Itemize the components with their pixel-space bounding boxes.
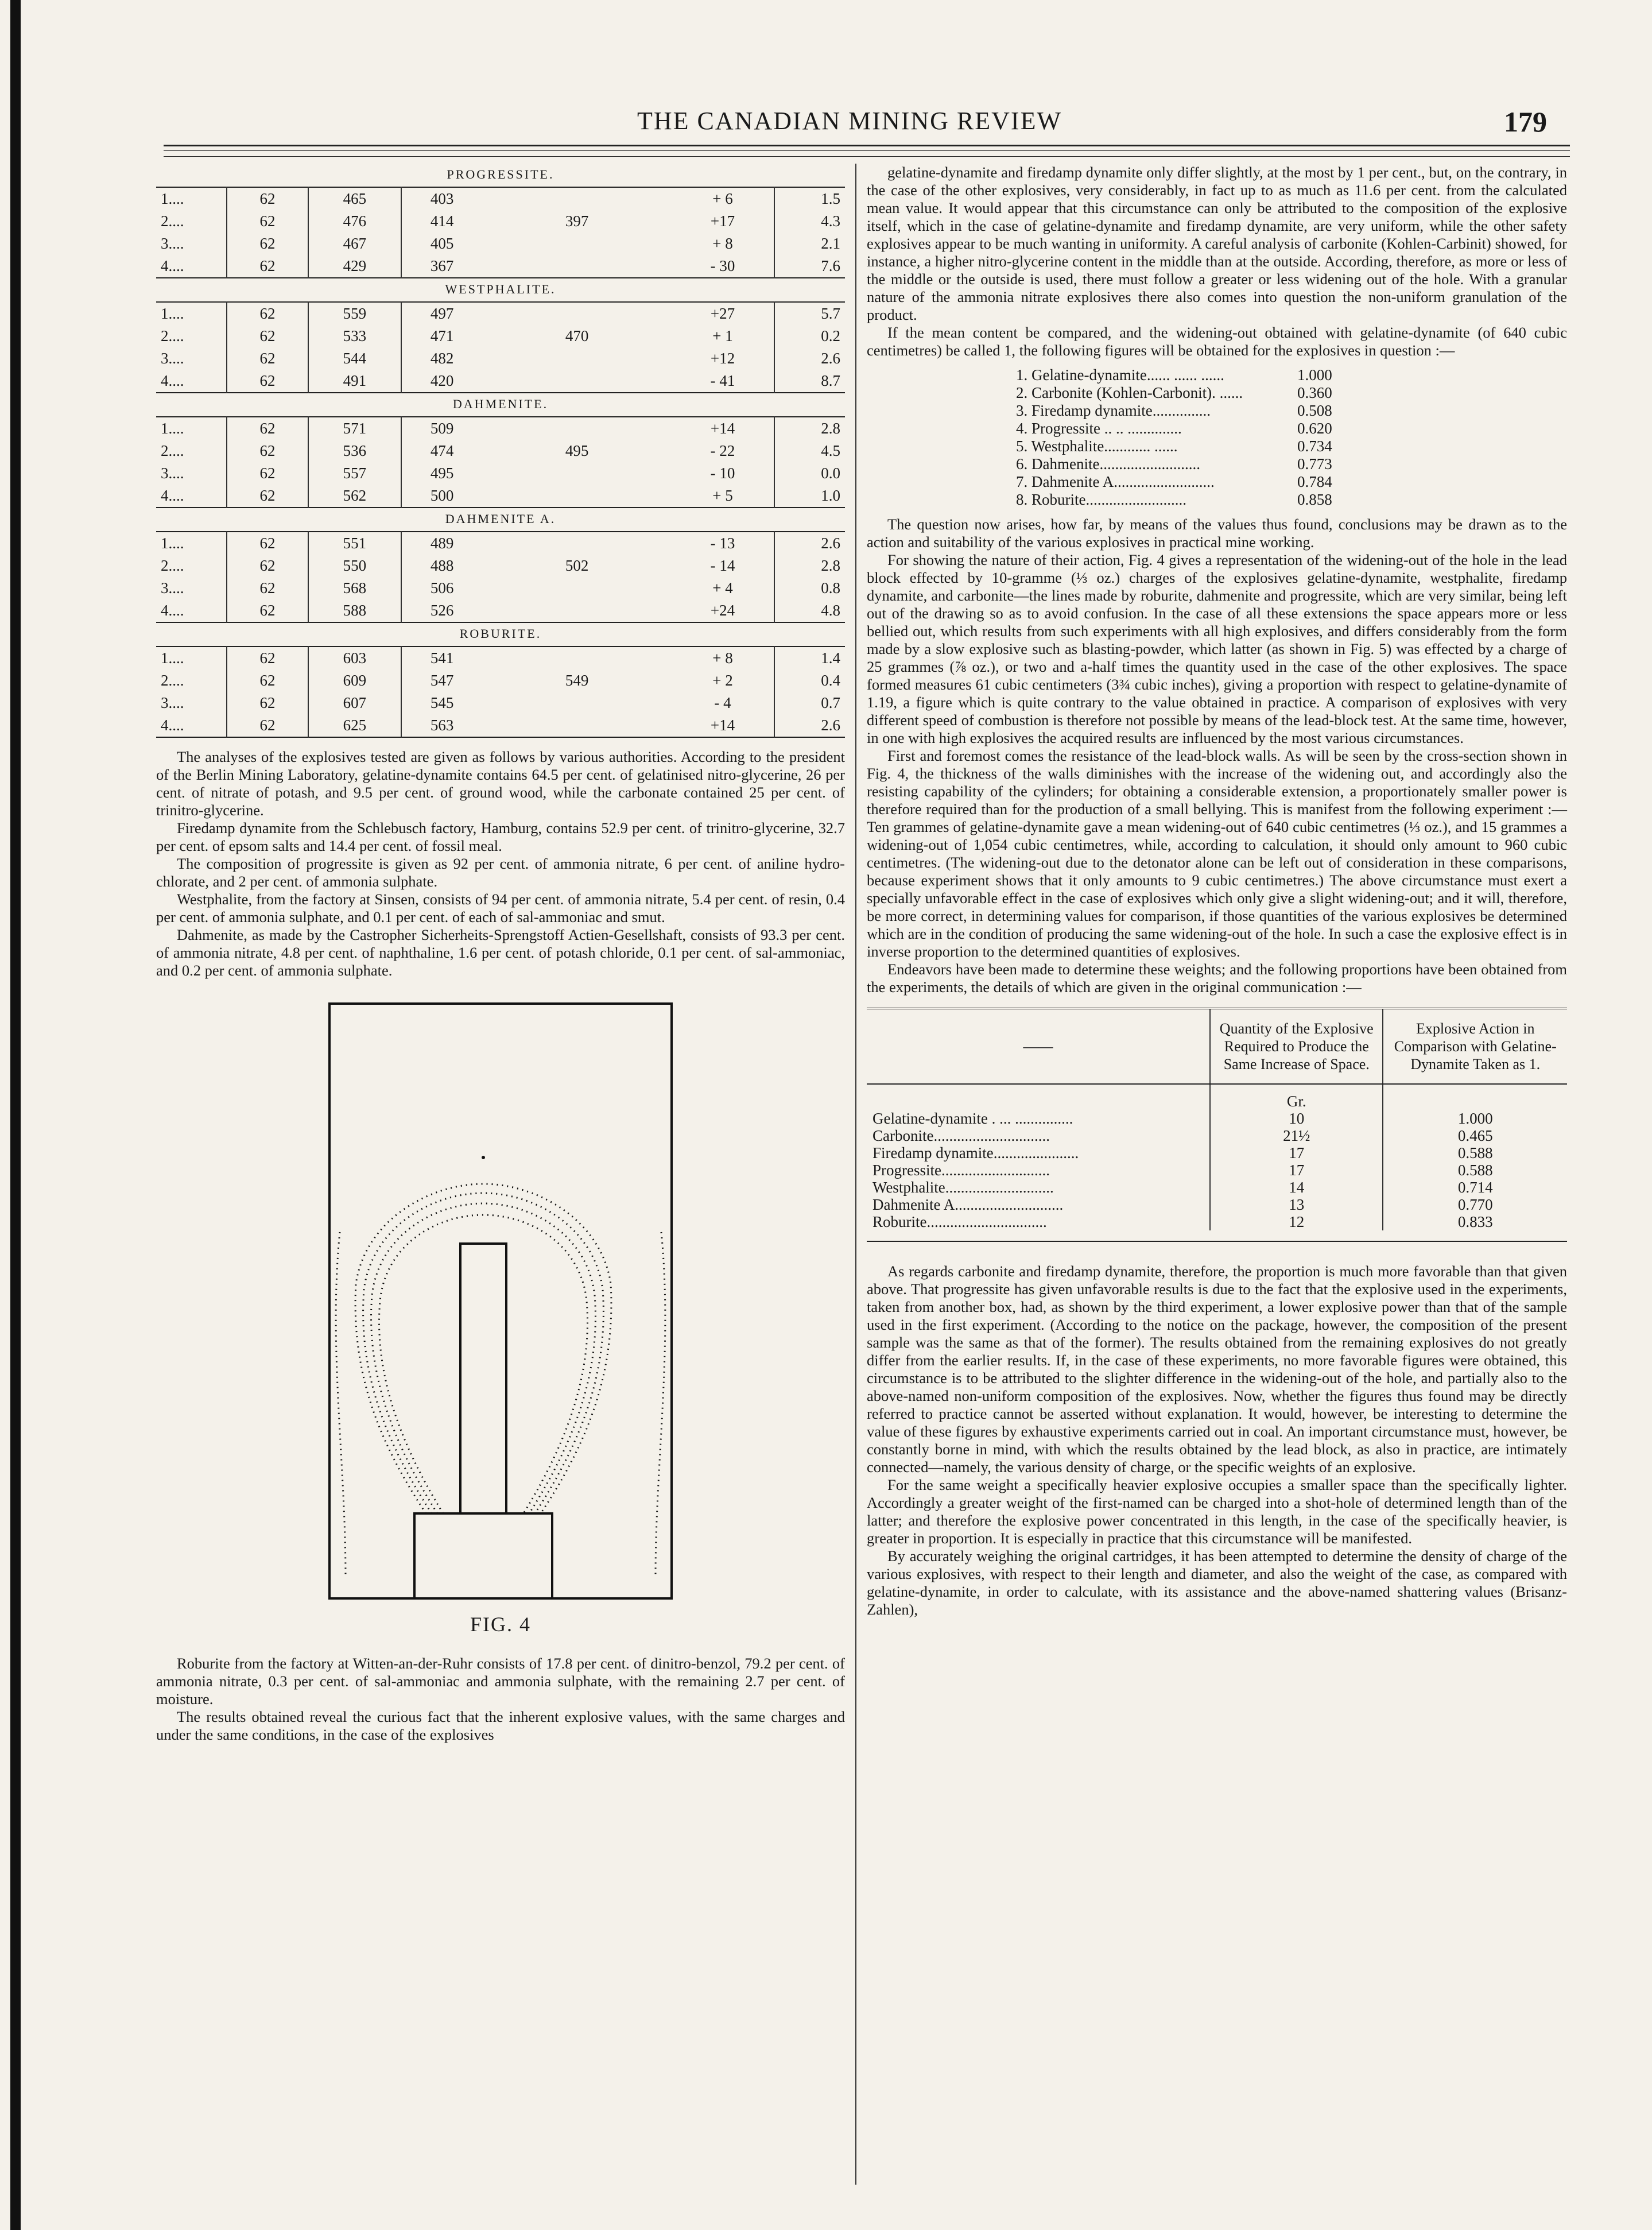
mean-cell bbox=[482, 233, 671, 255]
results-tables bbox=[156, 167, 845, 738]
mean-cell bbox=[482, 187, 671, 210]
paragraph: The analyses of the explosives tested are given as follows by various authorities. According to the president of the Berlin Mining Laboratory, gelatine-dynamite contains 64.5 per cent. of gelatinised nitro-glycerine, 26 per cent. of nitrate of potash, and 9.5 per cent. of ground wood, while the carbonate contained 25 per cent. of trinitro-glycerine. bbox=[156, 748, 845, 819]
explosive-name: Progressite............................ bbox=[872, 1162, 1050, 1179]
paragraph: The question now arises, how far, by means of the values thus found, conclusions may be drawn as to the action and suitability of the various explosives in practical mine working. bbox=[867, 516, 1567, 551]
mean-value: 495 bbox=[565, 442, 589, 459]
ratio-value: 0.773 bbox=[1297, 455, 1332, 473]
table-cell: 367 bbox=[401, 255, 483, 278]
ratio-item bbox=[1016, 366, 1360, 384]
table-cell: 3.... bbox=[161, 235, 184, 252]
table-row bbox=[156, 210, 845, 233]
table-cell: 62 bbox=[227, 417, 308, 440]
table-row bbox=[867, 1213, 1567, 1230]
paragraph: By accurately weighing the original cartridges, it has been attempted to determine the density of charge of the various explosives, with respect to their length and diameter, and also the weight of the case, as compared with gelatine-dynamite, in order to calculate, with its assistance and the above-named shattering values (Brisanz-Zahlen), bbox=[867, 1547, 1567, 1618]
table-cell: - 4 bbox=[672, 692, 775, 714]
table-cell: 3.... bbox=[161, 350, 184, 367]
action-value: 0.770 bbox=[1383, 1196, 1567, 1213]
explosive-name: Roburite............................... bbox=[872, 1213, 1047, 1230]
action-value: 1.000 bbox=[1383, 1110, 1567, 1127]
table-block bbox=[156, 167, 845, 278]
analyses-text bbox=[156, 748, 845, 980]
table-cell: 1.... bbox=[161, 190, 184, 207]
ratio-list bbox=[1016, 366, 1567, 509]
journal-title: THE CANADIAN MINING REVIEW bbox=[637, 107, 1062, 135]
head-dash: —— bbox=[867, 1009, 1210, 1085]
quantity-value: 17 bbox=[1210, 1144, 1383, 1162]
mean-value: 502 bbox=[565, 557, 589, 574]
table-cell: 4.... bbox=[161, 372, 184, 389]
table-title: DAHMENITE A. bbox=[445, 512, 556, 526]
quantity-value: 13 bbox=[1210, 1196, 1383, 1213]
table-cell: 4.5 bbox=[821, 442, 840, 459]
table-cell: 526 bbox=[401, 599, 483, 622]
table-cell: 489 bbox=[401, 532, 483, 555]
bore-hole-neck bbox=[460, 1244, 506, 1513]
action-value: 0.588 bbox=[1383, 1144, 1567, 1162]
table-cell: 465 bbox=[308, 187, 401, 210]
table-cell: 509 bbox=[401, 417, 483, 440]
ratio-item bbox=[1016, 420, 1360, 438]
table-cell: +27 bbox=[672, 302, 775, 325]
table-row bbox=[156, 646, 845, 669]
table-cell: 2.... bbox=[161, 557, 184, 574]
column-divider bbox=[855, 164, 856, 2185]
table-cell: 62 bbox=[227, 646, 308, 669]
ratio-label: 7. Dahmenite A.......................... bbox=[1016, 473, 1215, 490]
action-value: 0.588 bbox=[1383, 1162, 1567, 1179]
table-cell: + 8 bbox=[672, 233, 775, 255]
table-cell: 62 bbox=[227, 255, 308, 278]
explosive-name: Westphalite............................ bbox=[872, 1179, 1054, 1196]
table-cell: 4.... bbox=[161, 602, 184, 619]
paragraph: As regards carbonite and firedamp dynamite, therefore, the proportion is much more favorable than that given above. That progressite has given unfavorable results is due to the fact that the explosive used in the experiments, taken from another box, had, as shown by the third experiment, a lower explosive power than that of the sample used in the first experiment. (According to the notice on the package, however, the composition of the present sample was the same as that of the former). The results obtained from the remaining explosives do not greatly differ from the earlier results. If, in the case of these experiments, no more favorable figures were obtained, this circumstance is to be attributed to the slighter difference in the widening-out of the hole, and partially also to the above-named non-uniform composition of the explosives. Now, whether the figures thus found may be directly referred to practice cannot be asserted without explanation. It would, however, be interesting to determine the value of these figures by exhaustive experiments carried out in coal. An important circumstance must, however, be constantly borne in mind, with which the results obtained by the lead block, as also in practice, are intimately connected—namely, the various density of charge, or the specific weights of an explosive. bbox=[867, 1263, 1567, 1476]
mean-cell bbox=[482, 462, 671, 485]
table-row bbox=[867, 1179, 1567, 1196]
table-row bbox=[156, 255, 845, 278]
table-cell: 62 bbox=[227, 462, 308, 485]
widening-line-4 bbox=[355, 1184, 611, 1513]
scan-edge-bar bbox=[10, 0, 21, 2230]
ratio-item bbox=[1016, 491, 1360, 509]
table-cell: 2.6 bbox=[821, 535, 840, 552]
paragraph: For showing the nature of their action, Fig. 4 gives a representation of the widening-out of the hole in the lead block effected by 10-gramme (⅓ oz.) charges of the explosives gelatine-dynamite, westphalite, firedamp dynamite, and carbonite—the lines made by roburite, dahmenite and progressite, which are very similar, being left out of the drawing so as to avoid confusion. In the case of all these extensions the space appears more or less bellied out, which results from such experiments with all high explosives, and differs considerably from the form made by a slow explosive such as blasting-powder, which latter (as shown in Fig. 5) was effected by a charge of 25 grammes (⅞ oz.), or two and a-half times the quantity used in the case of the other explosives. The space formed measures 61 cubic centimeters (3¾ cubic inches), giving a proportion with respect to gelatine-dynamite of 1.19, a figure which is quite contrary to the value obtained in practice. A comparison of explosives with very different speed of combustion is therefore not possible by means of the lead-block test. At the same time, however, in one with high explosives the acquired results are influenced by the most various circumstances. bbox=[867, 551, 1567, 746]
roburite-text bbox=[156, 1655, 845, 1744]
mean-cell bbox=[482, 302, 671, 325]
table-cell: 467 bbox=[308, 233, 401, 255]
results-table bbox=[156, 416, 845, 508]
page-header bbox=[0, 106, 1652, 141]
table-cell: + 1 bbox=[672, 325, 775, 347]
lead-block-diagram bbox=[328, 1002, 673, 1600]
table-cell: 488 bbox=[401, 555, 483, 577]
ratio-item bbox=[1016, 402, 1360, 420]
widening-line-1 bbox=[379, 1215, 587, 1513]
mean-cell bbox=[482, 669, 671, 692]
results-table bbox=[156, 187, 845, 278]
widening-line-2 bbox=[371, 1203, 596, 1513]
mean-cell bbox=[482, 532, 671, 555]
action-value: 0.465 bbox=[1383, 1127, 1567, 1144]
table-row bbox=[156, 187, 845, 210]
center-mark bbox=[482, 1156, 485, 1159]
mean-cell bbox=[482, 577, 671, 599]
table-cell: 495 bbox=[401, 462, 483, 485]
table-cell: 1.4 bbox=[821, 649, 840, 667]
table-cell: 562 bbox=[308, 485, 401, 508]
table-cell: 547 bbox=[401, 669, 483, 692]
table-row bbox=[156, 233, 845, 255]
table-row bbox=[156, 714, 845, 737]
edge-dots-right bbox=[656, 1232, 665, 1577]
table-title: PROGRESSITE. bbox=[447, 167, 554, 181]
ratio-value: 0.784 bbox=[1297, 473, 1332, 490]
mean-cell bbox=[482, 347, 671, 370]
table-cell: +17 bbox=[672, 210, 775, 233]
table-cell: 3.... bbox=[161, 694, 184, 711]
table-title: WESTPHALITE. bbox=[445, 282, 556, 296]
table-cell: 62 bbox=[227, 692, 308, 714]
explosive-name: Gelatine-dynamite . ... ............... bbox=[872, 1110, 1073, 1127]
quantity-value: 10 bbox=[1210, 1110, 1383, 1127]
action-value: 0.714 bbox=[1383, 1179, 1567, 1196]
table-cell: 4.... bbox=[161, 257, 184, 274]
table-cell: 7.6 bbox=[821, 257, 840, 274]
table-cell: 4.... bbox=[161, 487, 184, 504]
mean-cell bbox=[482, 440, 671, 462]
table-row bbox=[156, 485, 845, 508]
mean-cell bbox=[482, 370, 671, 393]
table-row bbox=[156, 302, 845, 325]
table-row bbox=[156, 555, 845, 577]
table-cell: 491 bbox=[308, 370, 401, 393]
table-cell: 62 bbox=[227, 577, 308, 599]
action-value: 0.833 bbox=[1383, 1213, 1567, 1230]
table-cell: 8.7 bbox=[821, 372, 840, 389]
table-cell: 544 bbox=[308, 347, 401, 370]
table-cell: 62 bbox=[227, 210, 308, 233]
table-row bbox=[156, 325, 845, 347]
table-cell: - 22 bbox=[672, 440, 775, 462]
table-cell: + 5 bbox=[672, 485, 775, 508]
mean-value: 549 bbox=[565, 672, 589, 689]
paragraph: The composition of progressite is given as 92 per cent. of ammonia nitrate, 6 per cent. of aniline hydro-chlorate, and 2 per cent. of ammonia sulphate. bbox=[156, 855, 845, 890]
table-cell: 0.8 bbox=[821, 579, 840, 597]
explosive-name: Dahmenite A............................ bbox=[872, 1196, 1064, 1213]
table-cell: 3.... bbox=[161, 464, 184, 482]
mean-cell bbox=[482, 485, 671, 508]
mean-cell bbox=[482, 210, 671, 233]
table-row bbox=[156, 577, 845, 599]
table-cell: 62 bbox=[227, 325, 308, 347]
header-rule-thin-2 bbox=[164, 156, 1570, 157]
table-row bbox=[867, 1144, 1567, 1162]
table-cell: 414 bbox=[401, 210, 483, 233]
results-table bbox=[156, 646, 845, 738]
mean-cell bbox=[482, 555, 671, 577]
head-quantity: Quantity of the Explosive Required to Produce the Same Increase of Space. bbox=[1210, 1009, 1383, 1085]
mean-cell bbox=[482, 692, 671, 714]
table-row bbox=[156, 347, 845, 370]
table-cell: 625 bbox=[308, 714, 401, 737]
lead-block-outline bbox=[329, 1004, 672, 1598]
table-cell: 2.... bbox=[161, 672, 184, 689]
table-cell: +14 bbox=[672, 714, 775, 737]
table-block bbox=[156, 282, 845, 393]
table-cell: 0.2 bbox=[821, 327, 840, 344]
table-cell: 3.... bbox=[161, 579, 184, 597]
ratio-label: 1. Gelatine-dynamite...... ...... ...... bbox=[1016, 366, 1224, 384]
table-cell: 541 bbox=[401, 646, 483, 669]
ratio-item bbox=[1016, 384, 1360, 402]
table-row bbox=[867, 1196, 1567, 1213]
edge-dots-left bbox=[336, 1232, 346, 1577]
table-cell: 607 bbox=[308, 692, 401, 714]
paragraph: Dahmenite, as made by the Castropher Sicherheits-Sprengstoff Actien-Gesellshaft, consists of 93.3 per cent. of ammonia nitrate, 4.8 per cent. of naphthaline, 1.6 per cent. of potash chloride, 0.1 per cent. of sal-ammoniac, and 0.2 per cent. of ammonia sulphate. bbox=[156, 926, 845, 979]
table-cell: 4.3 bbox=[821, 212, 840, 230]
table-cell: 4.8 bbox=[821, 602, 840, 619]
table-cell: +12 bbox=[672, 347, 775, 370]
table-cell: 1.... bbox=[161, 305, 184, 322]
mean-cell bbox=[482, 599, 671, 622]
header-rule-thin bbox=[164, 150, 1570, 151]
table-cell: 2.... bbox=[161, 212, 184, 230]
uniformity-text bbox=[867, 164, 1567, 359]
table-cell: 609 bbox=[308, 669, 401, 692]
table-cell: 545 bbox=[401, 692, 483, 714]
page-number: 179 bbox=[1504, 106, 1547, 138]
mean-value: 470 bbox=[565, 327, 589, 344]
table-cell: + 8 bbox=[672, 646, 775, 669]
table-cell: +24 bbox=[672, 599, 775, 622]
unit-label: Gr. bbox=[1210, 1084, 1383, 1110]
table-row bbox=[156, 532, 845, 555]
table-cell: 62 bbox=[227, 440, 308, 462]
ratio-value: 0.508 bbox=[1297, 402, 1332, 419]
table-row bbox=[156, 599, 845, 622]
table-cell: 62 bbox=[227, 347, 308, 370]
table-row bbox=[156, 417, 845, 440]
paragraph: If the mean content be compared, and the widening-out obtained with gelatine-dynamite (of 640 cubic centimetres) be called 1, the following figures will be obtained for the explosives in question :— bbox=[867, 324, 1567, 359]
table-cell: - 41 bbox=[672, 370, 775, 393]
table-cell: 536 bbox=[308, 440, 401, 462]
quantity-value: 17 bbox=[1210, 1162, 1383, 1179]
table-cell: 2.8 bbox=[821, 557, 840, 574]
table-cell: 1.5 bbox=[821, 190, 840, 207]
table-cell: 1.... bbox=[161, 649, 184, 667]
ratio-label: 5. Westphalite............ ...... bbox=[1016, 438, 1178, 455]
table-cell: 571 bbox=[308, 417, 401, 440]
paragraph: gelatine-dynamite and firedamp dynamite only differ slightly, at the most by 1 per cent., but, on the contrary, in the case of the other explosives, very considerably, in fact up to as much as 11.6 per cent. from the calculated mean value. It would appear that this circumstance can only be attributed to the composition of the explosive itself, which in the case of gelatine-dynamite and firedamp dynamite, are very uniform, while the other safety explosives appear to be much wanting in uniformity. A careful analysis of carbonite (Kohlen-Carbinit) showed, for instance, a higher nitro-glycerine content in the middle than at the outside. According, therefore, as more or less of the middle or the outside is used, there must follow a greater or less widening out of the hole. With a granular nature of the ammonia nitrate explosives there also comes into question the non-uniform granulation of the product. bbox=[867, 164, 1567, 323]
table-cell: 506 bbox=[401, 577, 483, 599]
widening-line-3 bbox=[363, 1193, 604, 1513]
table-cell: 2.6 bbox=[821, 717, 840, 734]
ratio-item bbox=[1016, 455, 1360, 473]
table-block bbox=[156, 626, 845, 738]
right-column bbox=[867, 164, 1567, 1619]
table-cell: 0.4 bbox=[821, 672, 840, 689]
paragraph: Firedamp dynamite from the Schlebusch factory, Hamburg, contains 52.9 per cent. of trinitro-glycerine, 32.7 per cent. of epsom salts and 14.4 per cent. of fossil meal. bbox=[156, 819, 845, 854]
table-cell: - 30 bbox=[672, 255, 775, 278]
ratio-label: 4. Progressite .. .. .............. bbox=[1016, 420, 1182, 437]
table-cell: 62 bbox=[227, 669, 308, 692]
results-table bbox=[156, 531, 845, 623]
ratio-value: 1.000 bbox=[1297, 366, 1332, 384]
table-cell: 62 bbox=[227, 233, 308, 255]
bore-hole-base bbox=[414, 1513, 552, 1598]
table-block bbox=[156, 397, 845, 508]
table-cell: 588 bbox=[308, 599, 401, 622]
quantity-value: 21½ bbox=[1210, 1127, 1383, 1144]
ratio-value: 0.858 bbox=[1297, 491, 1332, 508]
mean-cell bbox=[482, 646, 671, 669]
table-cell: + 2 bbox=[672, 669, 775, 692]
density-text bbox=[867, 1263, 1567, 1619]
ratio-label: 2. Carbonite (Kohlen-Carbonit). ...... bbox=[1016, 384, 1243, 401]
table-cell: 476 bbox=[308, 210, 401, 233]
table-cell: 1.... bbox=[161, 420, 184, 437]
table-row bbox=[156, 370, 845, 393]
table-cell: 62 bbox=[227, 485, 308, 508]
explosive-name: Carbonite.............................. bbox=[872, 1127, 1050, 1144]
action-text bbox=[867, 516, 1567, 996]
mean-cell bbox=[482, 417, 671, 440]
table-cell: 420 bbox=[401, 370, 483, 393]
figure-label: FIG. 4 bbox=[470, 1613, 531, 1636]
table-cell: 474 bbox=[401, 440, 483, 462]
ratio-value: 0.734 bbox=[1297, 438, 1332, 455]
table-cell: + 4 bbox=[672, 577, 775, 599]
head-action: Explosive Action in Comparison with Gelatine-Dynamite Taken as 1. bbox=[1383, 1009, 1567, 1085]
table-cell: 603 bbox=[308, 646, 401, 669]
table-cell: 62 bbox=[227, 370, 308, 393]
table-cell: 2.8 bbox=[821, 420, 840, 437]
ratio-value: 0.620 bbox=[1297, 420, 1332, 437]
ratio-label: 6. Dahmenite.......................... bbox=[1016, 455, 1200, 473]
table-cell: 4.... bbox=[161, 717, 184, 734]
table-cell: - 13 bbox=[672, 532, 775, 555]
table-row bbox=[867, 1127, 1567, 1144]
table-cell: - 14 bbox=[672, 555, 775, 577]
table-cell: 403 bbox=[401, 187, 483, 210]
table-cell: 2.6 bbox=[821, 350, 840, 367]
table-cell: 5.7 bbox=[821, 305, 840, 322]
table-cell: 563 bbox=[401, 714, 483, 737]
quantity-value: 12 bbox=[1210, 1213, 1383, 1230]
table-row bbox=[156, 440, 845, 462]
table-title: DAHMENITE. bbox=[452, 397, 549, 411]
table-cell: 62 bbox=[227, 714, 308, 737]
table-cell: 405 bbox=[401, 233, 483, 255]
ratio-label: 8. Roburite.......................... bbox=[1016, 491, 1186, 508]
table-row bbox=[867, 1162, 1567, 1179]
table-cell: 568 bbox=[308, 577, 401, 599]
table-cell: 500 bbox=[401, 485, 483, 508]
paragraph: First and foremost comes the resistance of the lead-block walls. As will be seen by the cross-section shown in Fig. 4, the thickness of the walls diminishes with the increase of the widening out, and accordingly also the resisting capability of the cylinders; for obtaining a considerable extension, a proportionately smaller power is therefore required than for the production of a small bellying. This is manifest from the following experiment :—Ten grammes of gelatine-dynamite gave a mean widening-out of 640 cubic centimetres (⅓ oz.), and 15 grammes a widening-out of 1,054 cubic centimetres, while, according to calculation, it should only amount to 960 cubic centimetres. (The widening-out due to the detonator alone can be left out of consideration in these comparisons, because experiment shows that it only amounts to 9 cubic centimetres.) The above circumstance must exert a specially unfavorable effect in the case of explosives which only give a slight widening-out; and it will, therefore, be more correct, in determining values for comparison, if those quantities of the various explosives be determined which are in the condition of producing the same widening-out of the hole. In such a case the explosive effect is in inverse proportion to the determined quantities of explosives. bbox=[867, 747, 1567, 960]
ratio-label: 3. Firedamp dynamite............... bbox=[1016, 402, 1211, 419]
explosive-name: Firedamp dynamite...................... bbox=[872, 1144, 1079, 1162]
table-row bbox=[867, 1110, 1567, 1127]
table-cell: - 10 bbox=[672, 462, 775, 485]
paragraph: The results obtained reveal the curious fact that the inherent explosive values, with the same charges and under the same conditions, in the case of the explosives bbox=[156, 1708, 845, 1743]
table-cell: 2.... bbox=[161, 327, 184, 344]
mean-value: 397 bbox=[565, 212, 589, 230]
paragraph: Endeavors have been made to determine these weights; and the following proportions have been obtained from the experiments, the details of which are given in the original communication :— bbox=[867, 961, 1567, 996]
table-cell: 62 bbox=[227, 532, 308, 555]
header-rule bbox=[164, 145, 1570, 146]
table-cell: 2.... bbox=[161, 442, 184, 459]
table-cell: 2.1 bbox=[821, 235, 840, 252]
table-cell: 482 bbox=[401, 347, 483, 370]
table-cell: 62 bbox=[227, 599, 308, 622]
table-cell: 62 bbox=[227, 187, 308, 210]
table-cell: 551 bbox=[308, 532, 401, 555]
table-cell: 559 bbox=[308, 302, 401, 325]
table-cell: 557 bbox=[308, 462, 401, 485]
paragraph: For the same weight a specifically heavier explosive occupies a smaller space than the specifically lighter. Accordingly a greater weight of the first-named can be charged into a shot-hole of determined length than of the latter; and therefore the explosive power concentrated in this length, in the case of the specifically heavier, is greater in proportion. It is especially in practice that this circumstance will be manifested. bbox=[867, 1476, 1567, 1547]
table-cell: 62 bbox=[227, 302, 308, 325]
ratio-item bbox=[1016, 473, 1360, 491]
table-cell: 550 bbox=[308, 555, 401, 577]
mean-cell bbox=[482, 714, 671, 737]
table-cell: 533 bbox=[308, 325, 401, 347]
table-block bbox=[156, 512, 845, 623]
explosive-comparison-table bbox=[867, 1008, 1567, 1242]
left-column bbox=[156, 164, 845, 1744]
table-cell: 471 bbox=[401, 325, 483, 347]
table-cell: 429 bbox=[308, 255, 401, 278]
mean-cell bbox=[482, 325, 671, 347]
results-table bbox=[156, 301, 845, 393]
table-row-spacer bbox=[867, 1230, 1567, 1241]
ratio-value: 0.360 bbox=[1297, 384, 1332, 401]
ratio-item bbox=[1016, 438, 1360, 455]
mean-cell bbox=[482, 255, 671, 278]
table-row bbox=[156, 692, 845, 714]
table-cell: 497 bbox=[401, 302, 483, 325]
paragraph: Westphalite, from the factory at Sinsen, consists of 94 per cent. of ammonia nitrate, 5.4 per cent. of resin, 0.4 per cent. of ammonia sulphate, and 0.1 per cent. of each of sal-ammoniac and smut. bbox=[156, 891, 845, 926]
quantity-value: 14 bbox=[1210, 1179, 1383, 1196]
table-cell: 1.... bbox=[161, 535, 184, 552]
table-cell: + 6 bbox=[672, 187, 775, 210]
table-cell: 0.0 bbox=[821, 464, 840, 482]
table-cell: 62 bbox=[227, 555, 308, 577]
table-row bbox=[156, 462, 845, 485]
figure-4 bbox=[328, 1002, 673, 1600]
paragraph: Roburite from the factory at Witten-an-der-Ruhr consists of 17.8 per cent. of dinitro-benzol, 79.2 per cent. of ammonia nitrate, 0.3 per cent. of sal-ammoniac and ammonia sulphate, with the remaining 2.7 per cent. of moisture. bbox=[156, 1655, 845, 1708]
table-cell: 0.7 bbox=[821, 694, 840, 711]
table-cell: 1.0 bbox=[821, 487, 840, 504]
table-cell: +14 bbox=[672, 417, 775, 440]
table-row bbox=[156, 669, 845, 692]
table-title: ROBURITE. bbox=[459, 626, 542, 641]
